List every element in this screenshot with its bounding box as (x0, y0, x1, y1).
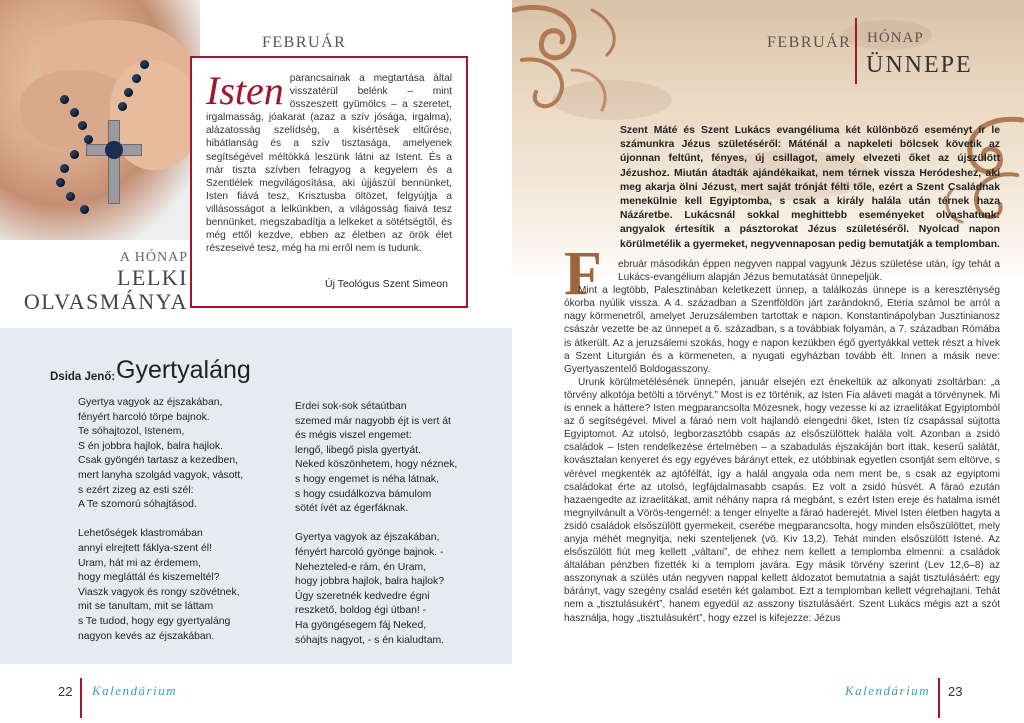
section-title-line1: A HÓNAP (119, 250, 188, 265)
section-title (0, 250, 188, 314)
month-label-left: FEBRUÁR (262, 34, 347, 51)
article-paragraph: ebruár másodikán éppen negyven nappal vagyunk Jézus születése után, így tehát a Lukács-evangélium alapján Jézus bemutatását ünnepeljük. (618, 259, 1000, 284)
footer-divider-right (938, 678, 940, 718)
page-number-right: 23 (948, 684, 963, 699)
article-paragraph: Mint a legtöbb, Palesztinában keletkezett ünnep, a találkozás ünnepe is a kereszténység ókorba nyúlik vissza. A 4. században a Szentföldön járt zarándoknő, Eteria számol be arról a nagy körmenetről, amelyet Jeruzsálemben tartottak e napon. Konstantinápolyban Jusztinianosz császár vezette be az ünnepet a 6. században, s a továbbiak folyamán, a 7. században Rómába is átkerült. Az a jeruzsálemi szokás, hogy e napon kezükben égő gyertyákkal vettek részt a hívek a Szent Liturgián és a körmeneten, a nyugati egyházban tovább élt. Innen a másik neve: Gyertyaszentelő Boldogasszony. (564, 285, 1000, 375)
section-title-line3: OLVASMÁNYA (23, 289, 188, 314)
brand-name-right: Kalendárium (845, 683, 931, 698)
ornament-scroll-icon (512, 0, 642, 130)
rosary-hands-photo (0, 0, 200, 240)
intro-paragraph: Szent Máté és Szent Lukács evangéliuma két különböző eseményt ír le számunkra Jézus születéséről: Máténál a napkeleti bölcsek követik az újonnan feltűnt, fényes, új csillagot, amely elvezeti őket az újszülött Jézushoz. Miután átadták ajándékaikat, nem térnek vissza Heródeshez, aki meg akarja ölni Jézust, mert saját trónját félti tőle, ezért a Szent Családnak menekülnie kell Egyiptomba, s csak a király halála után térnek haza Názáretbe. Lukácsnál sokkal meghittebb eseményeket olvashatunk: angyalok értesítik a pásztorokat Jézus születéséről. Nyolcad napon körülmetélik a gyermeket, negyvennaposan pedig bemutatják a templomban. (620, 125, 1000, 250)
poem-author: Dsida Jenő: (50, 371, 116, 383)
crucifix-icon (108, 120, 120, 204)
section-title-line2: LELKI (116, 265, 188, 290)
quote-box (190, 56, 468, 308)
page-number-left: 22 (58, 684, 73, 699)
title-unnepe: ÜNNEPE (866, 52, 973, 78)
poem-column-2: Erdei sok-sok sétaútban szemed már nagyobb éjt is vert át és mégis viszel engemet: lengő, libegő pisla gyertyát. Neked köszönhetem, hogy néznek, s hogy engemet is néha látnak, s hogy csudálkozva bámulom sötét ívét az égerfáknak. Gyertya vagyok az éjszakában, fényért harcoló gyönge bajnok. - Nehezteled-e rám, én Uram, hogy jobbra hajlok, balra hajlok? Úgy szeretnék kedvedre égni reszkető, boldog égi útban! - Ha gyöngésegem fáj Neked, sóhajts nagyot, - s én kialudtam. (295, 401, 458, 646)
poem-column-1: Gyertya vagyok az éjszakában, fényért harcoló törpe bajnok. Te sóhajtozol, Istenem, S én jobbra hajlok, balra hajlok. Csak gyöngén tartasz a kezedben, mert lanyha szolgád vagyok, vásott, s ezért zizeg az esti szél: A Te szomorú sóhajtásod. Lehetőségek klastromában annyi elrejtett fáklya-szent él! Uram, hát mi az érdemem, hogy megláttál és kiszemeltél? Viaszk vagyok és rongy szövétnek, mit se tanultam, mit se láttam s Te tudod, hogy egy gyertyaláng nagyon kevés az éjszakában. (78, 397, 244, 642)
title-divider (855, 18, 857, 84)
quote-author: Új Teológus Szent Simeon (325, 278, 448, 290)
quote-initial: Isten (206, 68, 284, 113)
article-body (564, 258, 1000, 625)
poem-title: Gyertyaláng (116, 356, 251, 384)
title-honap: HÓNAP (867, 30, 924, 46)
brand-name-left: Kalendárium (92, 683, 178, 698)
quote-text: parancsainak a megtartása által visszatérül belénk – mint összeszett gyümölcs – a szeretet, irgalmasság, jóakarat (azaz a szív jósága, irgalma), alázatosság szelídség, a kísértések eltűrése, hibátlanság és a szív tisztasága, amelyenek segítségével méltókká leszünk látni az Istent. És a már tiszta szívben felragyog a kegyelem és a Szentlélek megvilágosítása, aki újjászül bennünket, Isten fiává tesz, Krisztusba öltözet, felgyújtja a villásosságot a lelkünkben, a világosság fiaivá tesz bennünket, megszabadítja a lelkeket a sötétségtől, és még ettől kezdve, ebben az életben az örök élet részeseivé tesz, még ha mi erről nem is tudunk. (206, 73, 452, 255)
article-paragraph: Urunk körülmetélésének ünnepén, január elsején ezt énekeltük az alkonyati zsoltárban: „a törvény alkotója betölti a törvényt.” Most is ez történik, az Isten Fia aláveti magát a törvénynek. Mi is ennek a háttere? Isten megparancsolta Mózesnek, hogy vezesse ki az izraelitákat Egyiptomból az ő segítségével. Mivel a fáraó nem volt hajlandó elengedni őket, Isten tíz csapással sújtotta Egyiptomot. Az utolsó, legborzasztóbb csapás az elsőszülöttek halála volt. Azonban a zsidó családok – Isten rendelkezése értelmében – a szabadulás éjszakáján bort ittak, keserű salátát, kovásztalan kenyeret és egy egyéves bárányt ettek, ez utóbbinak egyetlen csontját sem eltörve, s vérével megkenték az ajtófélfát, így a halál angyala oda nem ment be, s csak az egyiptomi családokat érte az utolsó, legfájdalmasabb csapás. Ez volt a zsidó húsvét. A fáraó ezután hazaengedte az izraelitákat, amit néhány napra rá megbánt, s ezért Isten ereje és hatalma ismét megnyilvánult a Vörös-tengernél: a tenger elnyelte a fáraó haderejét. Mivel Isten életben hagyta a zsidó családok elsőszülött gyermekeit, cserébe megparancsolta, hogy minden elsőszülöttet, mely anyja méhét megnyitja, neki szenteljenek (vö. Kiv 13,2). Tehát minden elsőszülött Istené. Az elsőszülött fiút meg kellett „váltani”, de ehhez nem kellett a templomba elmenni: a családok általában pénzben fizették ki a templom javára. Egy másik törvény szerint (Lev 12,6–8) az asszonynak a szülés után negyven nappal kellett áldozatot bemutatnia a saját tisztulásáért: egy bárányt, vagy szegény család esetén két galambot. Ezt a templomban kellett végrehajtani. Tehát nem a „tisztulásukért”, hanem egyedül az asszony tisztulásáért. Szent Lukács mégis azt a szót használja, hogy „tisztulásukért”, hogy ezzel is kifejezze: Jézus (564, 376, 1000, 624)
footer-left (0, 678, 512, 723)
right-page (512, 0, 1024, 723)
dropcap-letter: F (564, 240, 602, 308)
footer-divider (80, 678, 82, 718)
month-label-right: FEBRUÁR (767, 34, 852, 51)
